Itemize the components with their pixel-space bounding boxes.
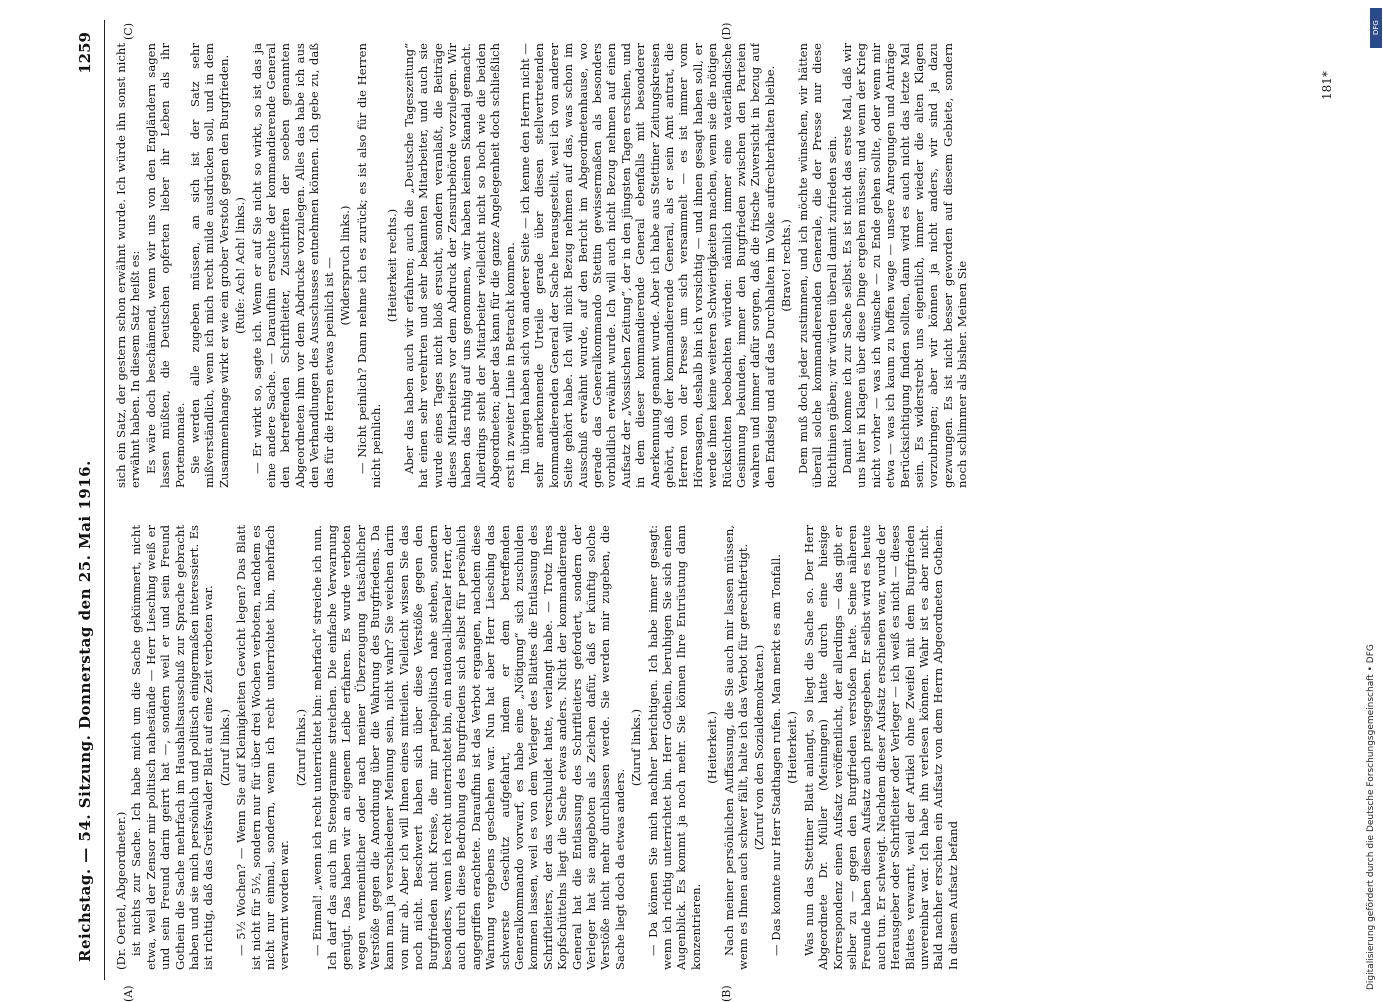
interjection: (Heiterkeit.)	[785, 711, 800, 784]
paragraph: Im übrigen haben sich von anderer Seite — ich kenne den Herrn nicht — sehr anerkennende Urteile gerade über diesen stellvertretenden kommandierenden General der Sache herausgestellt, weil ich von anderer Seite gehört habe. Ich will nicht Bezug nehmen auf das, was schon im Ausschuß erwähnt wurde, auf den Bericht im Abgeordnetenhause, wo gerade das Generalkommando Stettin gewissermaßen als besonders vorbildlich erwähnt wurde. Ich will auch nicht Bezug nehmen auf einen Aufsatz der „Vossischen Zeitung“, der in den jüngsten Tagen erschien, und in dem dieser kommandierende General ebenfalls mit besonderer Anerkennung genannt wurde. Aber ich habe aus Stettiner Zeitungskreisen gehört, daß der kommandierende General, als er sein Amt antrat, die Herren von der Presse um sich versammelt — es ist immer vom Hörensagen, deshalb bin ich vorsichtig — und ihnen gesagt haben soll, er werde ihnen keine weiteren Schwierigkeiten machen, wenn sie die nötigen Rücksichten beobachten würden: nämlich immer eine vaterländische Gesinnung bekunden, immer den Burgfrieden zwischen den Parteien wahren und immer dafür sorgen, daß die frische Zuversicht in bezug auf den Endsieg und auf das Durchhalten im Volke aufrechterhalten bleibe.	[517, 43, 777, 488]
interjection: (Zuruf links.)	[629, 708, 644, 787]
document-page	[70, 20, 1340, 1002]
page-header	[70, 20, 105, 980]
paragraph: — Nicht peinlich? Dann nehme ich es zurück; es ist also für die Herren nicht peinlich.	[354, 43, 383, 488]
paragraph: Aber das haben auch wir erfahren; auch die „Deutsche Tageszeitung“ hat einen sehr verehrten und sehr bekannten Mitarbeiter, und auch sie wurde eines Tages nicht bloß ersucht, sondern veranlaßt, die Beiträge dieses Mitarbeiters vor dem Abdruck der Zensurbehörde vorzulegen. Wir haben das ruhig auf uns genommen, wir haben keinen Skandal gemacht. Allerdings steht der Mitarbeiter vielleicht nicht so hoch wie die beiden Abgeordneten; aber das kann für die ganze Angelegenheit doch schließlich erst in zweiter Linie in Betracht kommen.	[401, 43, 517, 488]
interjection: (Heiterkeit rechts.)	[385, 208, 400, 323]
interjection: (Zuruf links.)	[217, 708, 232, 787]
interjection: (Bravo! rechts.)	[779, 219, 794, 312]
paragraph: ist nichts zur Sache. Ich habe mich um die Sache gekümmert, nicht etwa, weil der Zensor mir politisch nahestände — Herr Liesching weiß er und sein Freund darin geirrt hat —, sondern weil er und sein Freund Gothein die Sache mehrfach im Haushaltsausschuß zur Sprache gebracht haben und sie mich persönlich und politisch einigermaßen interessiert. Es ist richtig, daß das Greifswalder Blatt auf eine Zeit verboten war.	[129, 525, 216, 970]
left-column	[114, 525, 1314, 970]
margin-marker-d: (D)	[720, 22, 733, 40]
paragraph: Es wäre doch beschämend, wenn wir uns von den Engländern sagen lassen müßten, die Deutschen opferten lieber ihr Leben als ihr Portemonnaie.	[143, 43, 187, 488]
margin-marker-a: (A)	[122, 985, 135, 1002]
interjection: (Zuruf links.)	[293, 708, 308, 787]
paragraph: — 5½ Wochen? — Wenn Sie auf Kleinigkeiten Gewicht legen? Das Blatt ist nicht für 5½, sondern nur für über drei Wochen verboten, nachdem es nicht nur einmal, sondern, wenn ich recht unterrichtet bin, mehrfach verwarnt worden war.	[234, 525, 292, 970]
paragraph: Damit komme ich zur Sache selbst. Es ist nicht das erste Mal, daß wir uns hier in Klagen über diese Dinge ergehen müssen; und wenn der Krieg nicht vorher — was ich wünsche — zu Ende gehen sollte, oder wenn mir etwa — was ich kaum zu hoffen wage — unsere Anregungen und Anträge Berücksichtigung finden sollten, dann wird es auch nicht das letzte Mal sein. Es widerstrebt uns eigentlich, immer wieder die alten Klagen vorzubringen; aber wir können ja nicht anders, wir sind ja dazu gezwungen. Es ist nicht besser geworden auf diesem Gebiete, sondern noch schlimmer als bisher. Meinen Sie	[839, 43, 970, 488]
paragraph: Sie werden alle zugeben müssen, an sich ist der Satz sehr mißverständlich, wenn ich mich recht milde ausdrücken soll, und in dem Zusammenhange wirkt er wie ein grober Verstoß gegen den Burgfrieden.	[188, 43, 231, 488]
paragraph: — Einmal! „wenn ich recht unterrichtet bin: mehrfach“ streiche ich nun. Ich darf das auch im Stenogramme streichen. Die einfache Verwarnung genügt. Das haben wir an eigenem Leibe erfahren. Es wurde verboten wegen vermeintlicher oder nach meiner Überzeugung tatsächlicher Verstöße gegen die Anordnung über die Wahrung des Burgfriedens. Da kann man ja verschiedener Meinung sein, nicht wahr? Sie weichen darin von mir ab. Aber ich will Ihnen eines mitteilen. Vielleicht wissen Sie das noch nicht. Beschwert haben sich über diese Verstöße gegen den Burgfrieden nicht Kreise, die mir parteipolitisch nahe stehen, sondern besonders, wenn ich recht unterrichtet bin, ein national-liberaler Herr, der auch durch diese Bedrohung des Burgfriedens sich selbst für persönlich angegriffen erachtete. Daraufhin ist das Verbot ergangen, nachdem diese Warnung vergebens geschehen war. Nun hat aber Herr Liesching das schwerste Geschütz aufgefahrt, indem er dem betreffenden Generalkommando vorwarf, es habe eine „Nötigung“ sich zuschulden kommen lassen, weil es von dem Verleger des Blattes die Entlassung des Schriftleiters, der das verschuldet hatte, verlangt habe. — Trotz Ihres Kopfschüttelns liegt die Sache etwas anders. Nicht der kommandierende General hat die Entlassung des Schriftleiters gefordert, sondern der Verleger hat sie angeboten als Zeichen dafür, daß er künftig solche Verstöße nicht mehr durchlassen werde. Sie werden mir zugeben, die Sache liegt doch da etwas anders.	[310, 525, 627, 970]
paragraph: Nach meiner persönlichen Auffassung, die Sie auch mir lassen müssen, wenn es Ihnen auch schwer fällt, halte ich das Verbot für gerechtfertigt.	[721, 525, 751, 970]
paragraph: — Er wirkt so, sagte ich. Wenn er auf Sie nicht so wirkt, so ist das ja eine andere Sache. — Daraufhin ersuchte der kommandierende General den betreffenden Schriftleiter, Zuschriften der soeben genannten Abgeordneten ihm vor dem Abdrucke vorzulegen. Alles das habe ich aus den Verhandlungen des Ausschusses entnehmen können. Ich gebe zu, daß das für die Herren etwas peinlich ist —	[249, 43, 336, 488]
paragraph: — Da können Sie mich nachher berichtigen. Ich habe immer gesagt: wenn ich richtig unterrichtet bin. Herr Gothein, beruhigen Sie sich einen Augenblick. Es kommt ja noch mehr. Sie können Ihre Entrüstung dann konzentrieren.	[645, 525, 703, 970]
interjection: (Zuruf von den Sozialdemokraten.)	[752, 644, 767, 851]
digitization-credit: Digitalisierung gefördert durch die Deutsche Forschungsgemeinschaft • DFG	[1366, 644, 1376, 990]
interjection: (Widerspruch links.)	[338, 205, 353, 326]
dfg-logo: DFG	[1370, 8, 1382, 48]
signature-number: 181*	[1320, 71, 1334, 100]
paragraph: — Das konnte nur Herr Stadthagen rufen. Man merkt es am Tonfall.	[768, 554, 783, 956]
paragraph: sich ein Satz, der gestern schon erwähnt wurde. Ich würde ihn sonst nicht erwähnt haben. In diesem Satz heißt es:	[114, 43, 143, 488]
paragraph: Was nun das Stettiner Blatt anlangt, so liegt die Sache so. Der Herr Abgeordnete Dr. Müller (Meiningen) hatte durch eine hiesige Korrespondenz einen Aufsatz veröffentlicht, der allerdings — das gibt er selber zu — gegen den Burgfrieden verstoßen hatte. Seine näheren Freunde haben diesen Aufsatz auch preisgegeben. Er selbst wird es heute auch tun. Er schweigt. Nachdem dieser Aufsatz erschienen war, wurde der Herausgeber oder Schriftleiter oder Verleger — ich weiß es nicht — dieses Blattes verwarnt, weil der Artikel ohne Zweifel mit dem Burgfrieden unvereinbar war. Ich habe ihn verlesen können. Wahr ist es aber nicht. Bald nachher erschien ein Aufsatz von dem Herrn Abgeordneten Gothein. In diesem Aufsatz befand	[801, 525, 960, 970]
header-title: Reichstag. — 54. Sitzung. Donnerstag den 25. Mai 1916.	[76, 460, 94, 962]
margin-marker-c: (C)	[122, 23, 135, 40]
margin-marker-b: (B)	[720, 985, 733, 1002]
paragraph: Dem muß doch jeder zustimmen, und ich möchte wünschen, wir hätten überall solche kommandierenden Generale, die der Presse nur diese Richtlinien gäben; wir würden überall damit zufrieden sein.	[795, 43, 839, 488]
interjection: (Heiterkeit.)	[705, 711, 720, 784]
page-number: 1259	[76, 32, 94, 74]
paragraph: (Dr. Oertel, Abgeordneter.)	[114, 811, 128, 970]
right-column	[114, 43, 1314, 488]
interjection: (Rufe: Ach! Ach! links.)	[233, 197, 248, 334]
